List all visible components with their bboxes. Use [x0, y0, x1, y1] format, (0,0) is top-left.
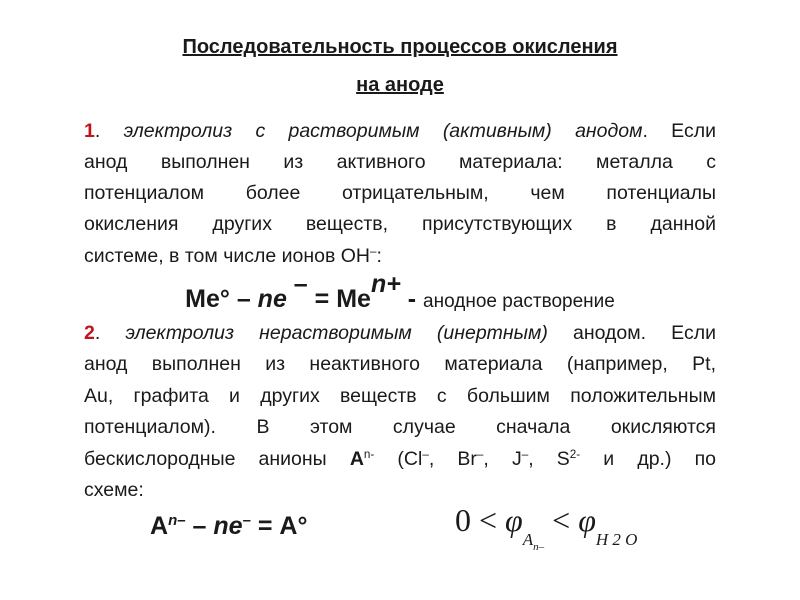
- anion-s: , S: [528, 448, 570, 470]
- page-title-line-1: Последовательность процессов окисления: [182, 36, 618, 58]
- anion-j: , J: [483, 448, 522, 470]
- section-2-line-6: схеме:: [84, 479, 144, 501]
- oh-charge: –: [370, 244, 377, 258]
- section-1-line-5: [84, 243, 716, 269]
- phi-symbol-1: φ: [505, 502, 523, 538]
- section-2-line-1-tail: анодом. Если: [547, 322, 716, 344]
- section-2-line-2: анод выполнен из неактивного материала (например, Pt,: [84, 353, 716, 375]
- anion-charge: n-: [363, 447, 375, 461]
- section-1-number: 1: [84, 120, 95, 142]
- anion-br: , Br: [428, 448, 477, 470]
- section-1-line-5-colon: :: [376, 245, 382, 267]
- section-1-line-2: анод выполнен из активного материала: металла с: [84, 151, 716, 173]
- formula-2-anion-charge: n–: [168, 512, 186, 529]
- section-2-line-3: Au, графита и других веществ с большим положительным: [84, 385, 716, 407]
- section-2-line-5: [84, 446, 716, 472]
- section-2-line-5-text: бескислородные анионы: [84, 448, 350, 470]
- formula-1-description: анодное растворение: [423, 291, 615, 312]
- formula-1-electrons: ne: [257, 285, 287, 313]
- formula-2-electrons: ne: [213, 512, 243, 540]
- section-2-number: 2: [84, 322, 95, 344]
- formula-2-anion: А: [150, 512, 169, 540]
- section-2-line-5-tail: и др.) по: [580, 448, 716, 470]
- section-2-heading: электролиз нерастворимым (инертным): [125, 322, 548, 344]
- anion-symbol: А: [349, 448, 364, 470]
- section-2-line-1: [84, 320, 716, 346]
- inequality-zero: 0: [455, 502, 471, 538]
- anion-oxidation-formula: [150, 512, 307, 541]
- formula-1-separator: -: [400, 285, 424, 313]
- page-title-line-2: на аноде: [356, 74, 444, 96]
- anion-j-charge: –: [521, 447, 529, 461]
- formula-2-dash: –: [185, 512, 214, 540]
- section-1-line-4: окисления других веществ, присутствующих в данной: [84, 213, 716, 235]
- potential-inequality: [455, 502, 638, 553]
- formula-1-metal: Ме°: [185, 285, 230, 313]
- formula-1-dash: –: [229, 285, 258, 313]
- phi-subscript-1: [522, 530, 545, 553]
- anion-cl: (Cl: [374, 448, 423, 470]
- formula-1-ion-charge: n+: [370, 270, 401, 298]
- section-1-line-1-tail: . Если: [642, 120, 716, 142]
- section-1-dot: .: [94, 120, 124, 142]
- phi-symbol-2: φ: [578, 502, 596, 538]
- section-1-line-1: [84, 118, 716, 144]
- formula-2-product: = А°: [250, 512, 308, 540]
- formula-1-product: = Ме: [307, 285, 371, 313]
- section-1-heading: электролиз с растворимым (активным) анодом: [123, 120, 643, 142]
- phi-subscript-2-water: H 2 O: [595, 530, 638, 549]
- section-2-line-4: потенциалом). В этом случае сначала окисляются: [84, 416, 716, 438]
- anion-cl-charge: –: [422, 447, 429, 461]
- phi-subscript-1-charge: n–: [533, 541, 545, 553]
- formula-2-electron-charge: –: [242, 512, 251, 529]
- section-1-line-3: потенциалом более отрицательным, чем потенциалы: [84, 182, 716, 204]
- formula-1-electron-charge: –: [286, 270, 308, 298]
- phi-subscript-1-anion: A: [522, 530, 534, 549]
- anion-br-charge: –: [476, 447, 484, 461]
- inequality-less-than-1: <: [471, 502, 506, 538]
- anodic-dissolution-formula: [0, 270, 800, 314]
- anion-s-charge: 2-: [569, 447, 581, 461]
- inequality-less-than-2: <: [544, 502, 579, 538]
- section-2-dot: .: [94, 322, 126, 344]
- section-1-line-5-text: системе, в том числе ионов ОН: [84, 245, 371, 267]
